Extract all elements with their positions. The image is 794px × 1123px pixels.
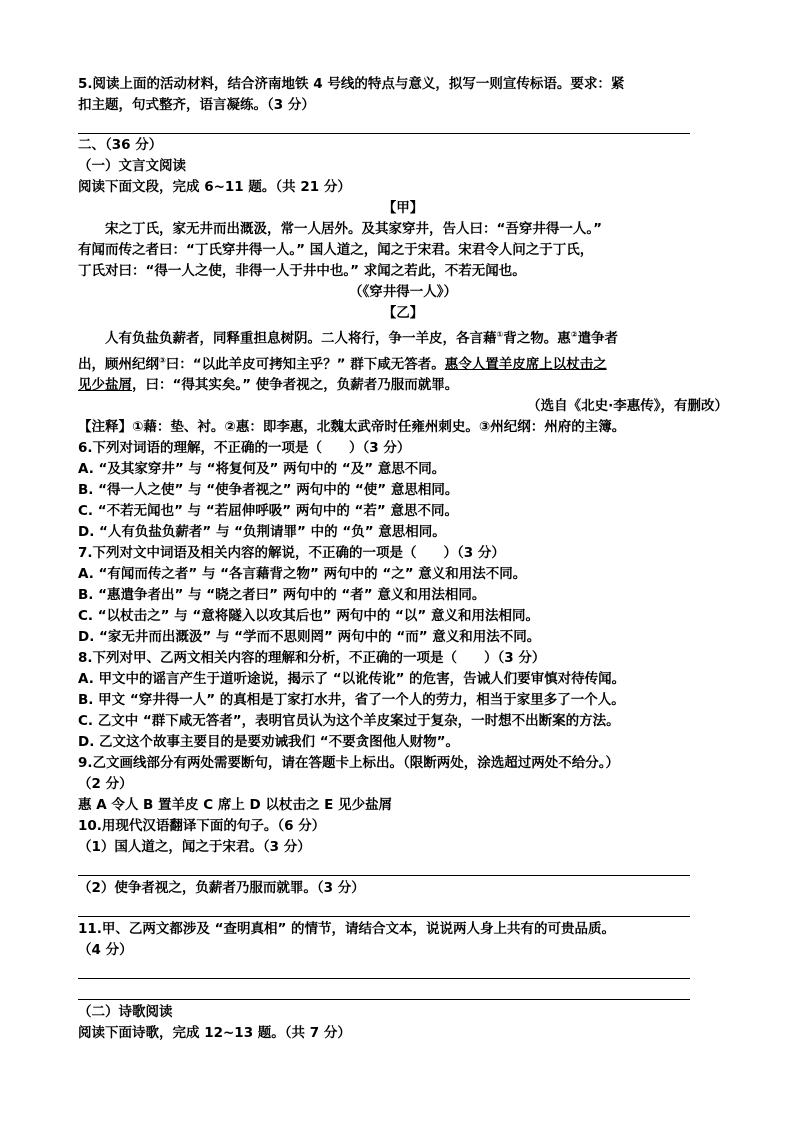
text-jia-source: （《穿井得一人》） (349, 284, 457, 300)
section-title: 二、（36 分） (78, 137, 163, 153)
text-yi-line: 见少盐屑，曰：“得其实矣。” 使争者视之，负薪者乃服而就罪。 (78, 377, 459, 393)
answer-line (78, 916, 690, 917)
q7-option-d: D. “家无井而出溉汲” 与 “学而不思则罔” 两句中的 “而” 意义和用法不同。 (78, 629, 541, 645)
q9-stem: 9.乙文画线部分有两处需要断句，请在答题卡上标出。（限断两处，涂选超过两处不给分。） (78, 755, 620, 771)
answer-line (78, 978, 690, 979)
q5-line2: 扣主题，句式整齐，语言凝练。（3 分） (78, 97, 315, 113)
answer-line (78, 999, 690, 1000)
text-jia-line: 宋之丁氏，家无井而出溉汲，常一人居外。及其家穿井，告人曰：“吾穿井得一人。” (105, 221, 602, 237)
q11-stem: 11.甲、乙两文都涉及 “查明真相” 的情节，请结合文本，说说两人身上共有的可贵品质。 (78, 921, 616, 937)
q8-option-a: A. 甲文中的谣言产生于道听途说，揭示了 “以讹传讹” 的危害，告诫人们要审慎对待传闻。 (78, 671, 626, 687)
text-yi-line: 人有负盐负薪者，同释重担息树阴。二人将行，争一羊皮，各言藉①背之物。惠②遣争者 (105, 330, 619, 347)
underlined-passage: 见少盐屑 (78, 377, 132, 393)
q9-score: （2 分） (78, 776, 133, 792)
classical-reading-title: （一）文言文阅读 (78, 158, 186, 174)
q6-option-b: B. “得一人之使” 与 “使争者视之” 两句中的 “使” 意思相同。 (78, 482, 459, 498)
q10-sentence-2: （2）使争者视之，负薪者乃服而就罪。（3 分） (78, 880, 365, 896)
q6-option-c: C. “不若无闻也” 与 “若屈伸呼吸” 两句中的 “若” 意思不同。 (78, 503, 458, 519)
q9-options: 惠 A 令人 B 置羊皮 C 席上 D 以杖击之 E 见少盐屑 (78, 797, 393, 813)
poetry-reading-title: （二）诗歌阅读 (78, 1004, 173, 1020)
text-jia-line: 丁氏对曰：“得一人之使，非得一人于井中也。” 求闻之若此，不若无闻也。 (78, 263, 526, 279)
text-yi-label: 【乙】 (382, 305, 424, 321)
q7-stem: 7.下列对文中词语及相关内容的解说，不正确的一项是（ ）（3 分） (78, 545, 505, 561)
text-jia-line: 有闻而传之者曰：“丁氏穿井得一人。” 国人道之，闻之于宋君。宋君令人问之于丁氏， (78, 242, 594, 258)
q7-option-c: C. “以杖击之” 与 “意将隧入以攻其后也” 两句中的 “以” 意义和用法相同。 (78, 608, 539, 624)
q6-option-a: A. “及其家穿井” 与 “将复何及” 两句中的 “及” 意思不同。 (78, 461, 446, 477)
q5-line1: 5.阅读上面的活动材料，结合济南地铁 4 号线的特点与意义，拟写一则宣传标语。要求：紧 (78, 76, 625, 92)
q7-option-b: B. “惠遣争者出” 与 “晓之者曰” 两句中的 “者” 意义和用法相同。 (78, 587, 486, 603)
underlined-passage: 惠令人置羊皮席上以杖击之 (444, 356, 607, 372)
answer-line (78, 133, 690, 134)
q7-option-a: A. “有闻而传之者” 与 “各言藉背之物” 两句中的 “之” 意义和用法不同。 (78, 566, 527, 582)
classical-instructions: 阅读下面文段，完成 6~11 题。（共 21 分） (78, 179, 351, 195)
q8-option-c: C. 乙文中 “群下咸无答者”，表明官员认为这个羊皮案过于复杂，一时想不出断案的方法。 (78, 713, 620, 729)
text-yi-source: （选自《北史·李惠传》，有删改） (527, 398, 728, 414)
annotation-note: 【注释】①藉：垫、衬。②惠：即李惠，北魏太武帝时任雍州刺史。③州纪纲：州府的主簿。 (78, 419, 626, 435)
q8-option-b: B. 甲文 “穿井得一人” 的真相是丁家打水井，省了一个人的劳力，相当于家里多了一个人。 (78, 692, 625, 708)
q8-option-d: D. 乙文这个故事主要目的是要劝诫我们 “不要贪图他人财物”。 (78, 734, 459, 750)
q10-stem: 10.用现代汉语翻译下面的句子。（6 分） (78, 818, 326, 834)
text-yi-line: 出，顾州纪纲③曰：“以此羊皮可拷知主乎？” 群下咸无答者。惠令人置羊皮席上以杖击之 (78, 355, 607, 372)
poetry-instructions: 阅读下面诗歌，完成 12~13 题。（共 7 分） (78, 1025, 351, 1041)
answer-line (78, 875, 690, 876)
exam-page (78, 74, 728, 1044)
text-jia-label: 【甲】 (382, 200, 424, 216)
q6-option-d: D. “人有负盐负薪者” 与 “负荆请罪” 中的 “负” 意思相同。 (78, 524, 446, 540)
q6-stem: 6.下列对词语的理解，不正确的一项是（ ）（3 分） (78, 440, 411, 456)
q10-sentence-1: （1）国人道之，闻之于宋君。（3 分） (78, 839, 311, 855)
q8-stem: 8.下列对甲、乙两文相关内容的理解和分析，不正确的一项是（ ）（3 分） (78, 650, 546, 666)
q11-score: （4 分） (78, 942, 133, 958)
